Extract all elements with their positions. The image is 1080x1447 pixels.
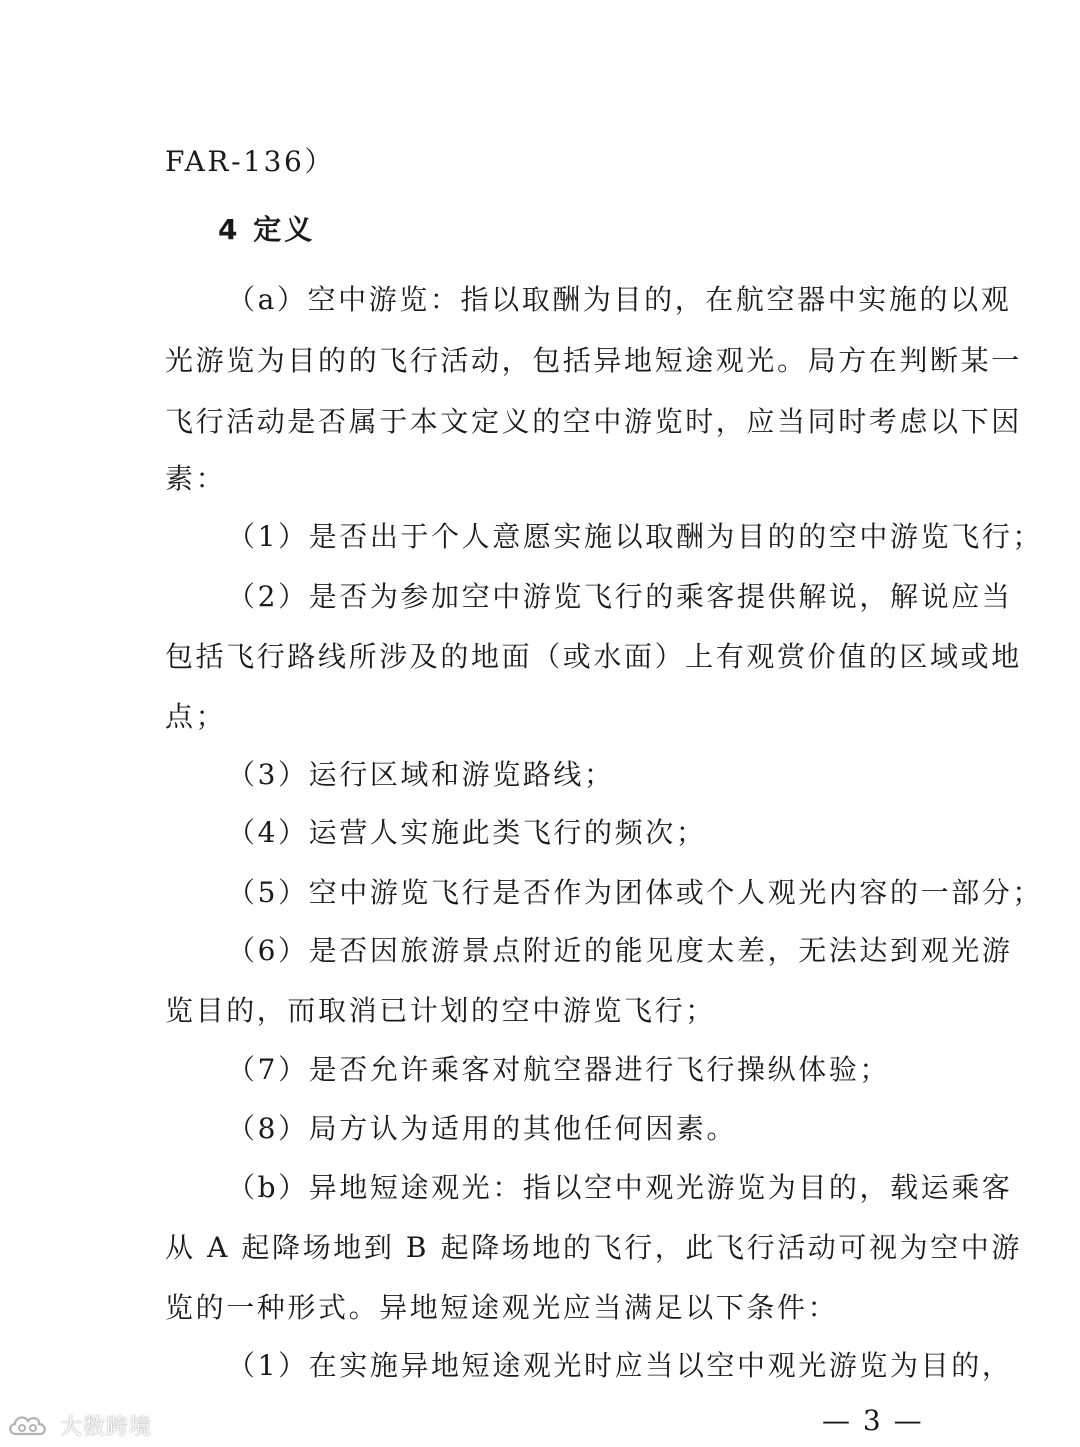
item-2-line-2: 包括飞行路线所涉及的地面（或水面）上有观赏价值的区域或地 [165, 640, 1022, 673]
page-number: — 3 — [822, 1404, 924, 1437]
item-2-line-1: （2）是否为参加空中游览飞行的乘客提供解说，解说应当 [227, 580, 1013, 613]
paragraph-a-line-1: （a）空中游览：指以取酬为目的，在航空器中实施的以观 [227, 283, 1012, 316]
paragraph-a-line-3: 飞行活动是否属于本文定义的空中游览时，应当同时考虑以下因 [165, 405, 1022, 438]
paragraph-b-line-3: 览的一种形式。异地短途观光应当满足以下条件： [165, 1291, 839, 1324]
paragraph-a-line-4: 素： [165, 462, 227, 495]
watermark-text: 大数跨境 [60, 1414, 153, 1440]
item-2-line-3: 点； [165, 700, 227, 733]
paragraph-a-line-2: 光游览为目的的飞行活动，包括异地短途观光。局方在判断某一 [165, 344, 1022, 377]
watermark [6, 1410, 152, 1440]
item-5-line: （5）空中游览飞行是否作为团体或个人观光内容的一部分； [227, 876, 1044, 909]
item-3-line: （3）运行区域和游览路线； [227, 758, 615, 791]
section-heading-definitions: 4 定义 [218, 213, 316, 246]
cloud-logo-icon [6, 1412, 54, 1438]
text-line-far-136: FAR-136） [165, 145, 336, 178]
paragraph-b-line-1: （b）异地短途观光：指以空中观光游览为目的，载运乘客 [227, 1171, 1013, 1204]
item-7-line: （7）是否允许乘客对航空器进行飞行操纵体验； [227, 1053, 891, 1086]
item-8-line: （8）局方认为适用的其他任何因素。 [227, 1112, 738, 1145]
paragraph-b-item-1-line: （1）在实施异地短途观光时应当以空中观光游览为目的， [227, 1349, 1013, 1382]
item-6-line-2: 览目的，而取消已计划的空中游览飞行； [165, 994, 716, 1027]
item-6-line-1: （6）是否因旅游景点附近的能见度太差，无法达到观光游 [227, 934, 1013, 967]
item-4-line: （4）运营人实施此类飞行的频次； [227, 816, 707, 849]
paragraph-b-line-2: 从 A 起降场地到 B 起降场地的飞行，此飞行活动可视为空中游 [165, 1231, 1023, 1264]
item-1-line: （1）是否出于个人意愿实施以取酬为目的的空中游览飞行； [227, 520, 1044, 553]
